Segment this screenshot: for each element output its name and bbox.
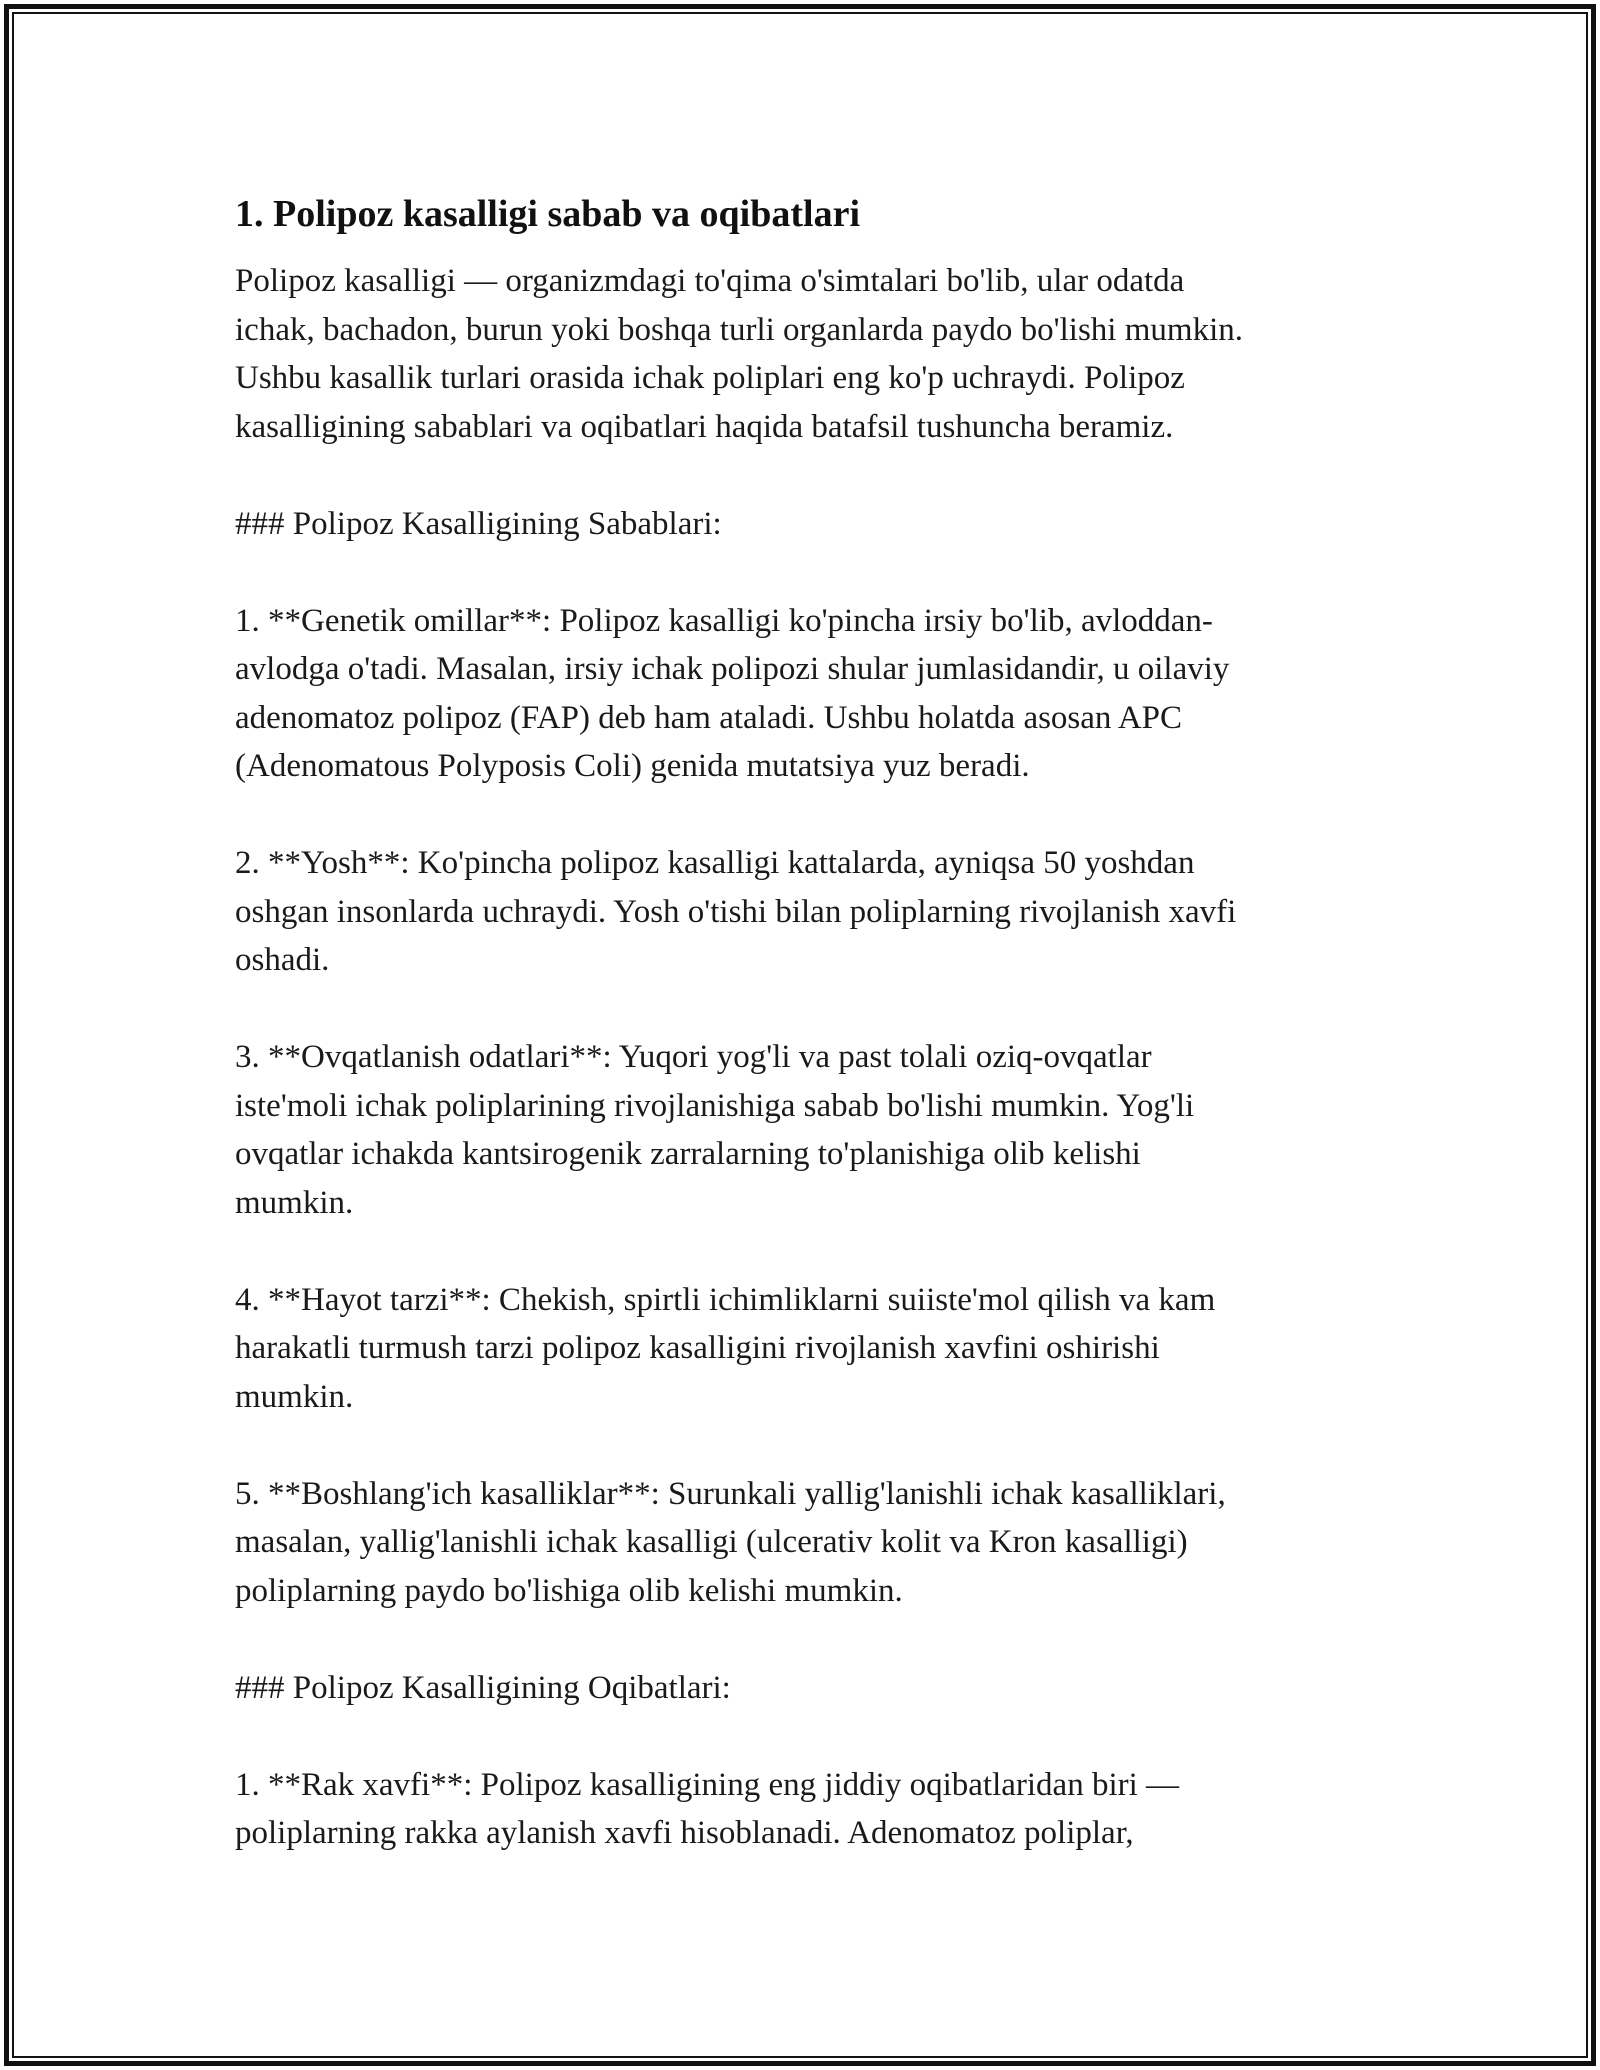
document-title: 1. Polipoz kasalligi sabab va oqibatlari bbox=[235, 193, 860, 235]
cause-age-paragraph: 2. **Yosh**: Ko'pincha polipoz kasalligi kattalarda, ayniqsa 50 yoshdan oshgan insonlarda uchraydi. Yosh o'tishi bilan poliplarning rivojlanish xavfi oshadi. bbox=[235, 845, 1237, 978]
document-body bbox=[235, 185, 1365, 1858]
cause-genetic-paragraph: 1. **Genetik omillar**: Polipoz kasalligi ko'pincha irsiy bo'lib, avloddan- avlodga o'tadi. Masalan, irsiy ichak polipozi shular jumlasidandir, u oilaviy adenomatoz polipoz (FAP) deb ham ataladi. Ushbu holatda asosan APC (Adenomatous Polyposis Coli) genida mutatsiya yuz beradi. bbox=[235, 602, 1230, 784]
cause-prior-disease-paragraph: 5. **Boshlang'ich kasalliklar**: Surunkali yallig'lanishli ichak kasalliklari, masalan, yallig'lanishli ichak kasalligi (ulcerativ kolit va Kron kasalligi) poliplarning paydo bo'lishiga olib kelishi mumkin. bbox=[235, 1475, 1226, 1609]
consequence-cancer-paragraph: 1. **Rak xavfi**: Polipoz kasalligining eng jiddiy oqibatlaridan biri — poliplarning rakka aylanish xavfi hisoblanadi. Adenomatoz poliplar, bbox=[235, 1766, 1180, 1851]
intro-paragraph: Polipoz kasalligi — organizmdagi to'qima o'simtalari bo'lib, ular odatda ichak, bachadon, burun yoki boshqa turli organlarda paydo bo'lishi mumkin. Ushbu kasallik turlari orasida ichak poliplari eng ko'p uchraydi. Polipoz kasalligining sabablari va oqibatlari haqida batafsil tushuncha beramiz. bbox=[235, 263, 1243, 445]
cause-diet-paragraph: 3. **Ovqatlanish odatlari**: Yuqori yog'li va past tolali oziq-ovqatlar iste'moli ichak poliplarining rivojlanishiga sabab bo'lishi mumkin. Yog'li ovqatlar ichakda kantsirogenik zarralarning to'planishiga olib kelishi mumkin. bbox=[235, 1039, 1195, 1221]
consequences-heading: ### Polipoz Kasalligining Oqibatlari: bbox=[235, 1669, 731, 1706]
cause-lifestyle-paragraph: 4. **Hayot tarzi**: Chekish, spirtli ichimliklarni suiiste'mol qilish va kam harakatli turmush tarzi polipoz kasalligini rivojlanish xavfini oshirishi mumkin. bbox=[235, 1281, 1216, 1415]
causes-heading: ### Polipoz Kasalligining Sabablari: bbox=[235, 505, 722, 542]
